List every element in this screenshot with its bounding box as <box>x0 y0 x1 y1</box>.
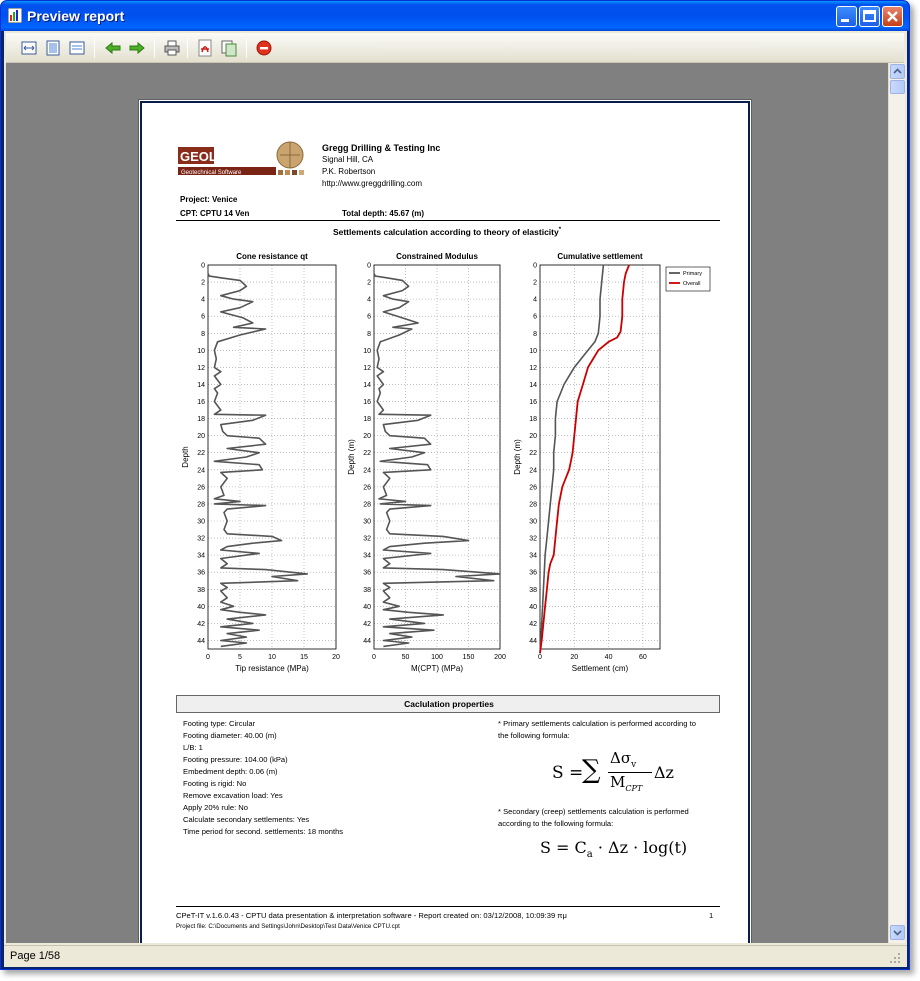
formula-numerator-sub: v <box>631 760 637 770</box>
formula-denominator <box>610 773 642 793</box>
scroll-down-button[interactable] <box>890 925 905 940</box>
report-title-text: Settlements calculation according to theory of elasticity <box>332 227 559 237</box>
x-tick-label: 150 <box>462 654 475 661</box>
y-tick-label: 36 <box>363 569 371 577</box>
chevron-down-icon <box>891 926 904 939</box>
report-title-note-mark: * <box>558 227 562 234</box>
two-pages-icon <box>68 39 86 57</box>
y-tick-label: 14 <box>363 381 371 389</box>
y-tick-label: 14 <box>197 381 205 389</box>
y-tick-label: 24 <box>197 467 205 475</box>
secondary-formula-rest: · Δz · log(t) <box>592 838 688 857</box>
y-tick-label: 40 <box>363 603 371 611</box>
x-tick-label: 200 <box>494 654 506 661</box>
primary-note-2: the following formula: <box>498 731 570 740</box>
y-tick-label: 34 <box>197 552 205 560</box>
y-tick-label: 30 <box>197 518 205 526</box>
maximize-icon <box>860 7 879 26</box>
fit-width-icon <box>20 39 38 57</box>
company-url: http://www.greggdrilling.com <box>322 179 423 188</box>
prop-line: Remove excavation load: Yes <box>183 791 283 800</box>
print-button[interactable] <box>161 37 183 59</box>
y-tick-label: 24 <box>363 467 371 475</box>
app-icon <box>8 8 22 23</box>
y-tick-label: 40 <box>529 603 537 611</box>
one-page-icon <box>44 39 62 57</box>
y-tick-label: 42 <box>197 620 205 628</box>
secondary-formula-sub: a <box>586 849 593 861</box>
y-tick-label: 16 <box>363 399 371 407</box>
x-tick-label: 20 <box>570 654 579 661</box>
y-tick-label: 0 <box>201 262 205 270</box>
y-tick-label: 38 <box>363 586 371 594</box>
company-name: Gregg Drilling & Testing Inc <box>322 143 441 153</box>
minimize-button[interactable] <box>836 6 857 27</box>
y-tick-label: 30 <box>529 518 537 526</box>
primary-formula <box>552 749 712 799</box>
company-contact: P.K. Robertson <box>322 167 376 176</box>
prop-line: Apply 20% rule: No <box>183 803 249 812</box>
y-tick-label: 8 <box>201 330 205 338</box>
y-tick-label: 26 <box>363 484 371 492</box>
series-line-m <box>374 274 500 647</box>
y-tick-label: 22 <box>363 450 371 458</box>
header-divider <box>176 220 720 221</box>
chart-title: Constrained Modulus <box>396 252 478 261</box>
x-tick-label: 0 <box>372 654 376 661</box>
export-pages-button[interactable] <box>218 37 240 59</box>
prop-line: L/B: 1 <box>183 743 203 752</box>
y-tick-label: 44 <box>529 637 537 645</box>
y-tick-label: 36 <box>529 569 537 577</box>
charts-area <box>142 243 752 683</box>
fit-width-button[interactable] <box>18 37 40 59</box>
y-tick-label: 2 <box>201 279 205 287</box>
scroll-thumb[interactable] <box>890 80 905 94</box>
prop-line: Footing is rigid: No <box>183 779 247 788</box>
y-tick-label: 10 <box>197 347 205 355</box>
window-client <box>4 31 907 967</box>
logo-subtitle: Geotechnical Software <box>181 170 242 176</box>
footer-project-file: Project file: C:\Documents and Settings\John\Desktop\Test Data\Venice CPTU.cpt <box>176 923 400 930</box>
x-tick-label: 5 <box>238 654 242 661</box>
y-tick-label: 32 <box>197 535 205 543</box>
y-tick-label: 28 <box>529 501 537 509</box>
x-axis-label: M(CPT) (MPa) <box>411 664 463 673</box>
y-tick-label: 32 <box>363 535 371 543</box>
chevron-up-icon <box>891 65 904 78</box>
formula-tail: Δz <box>654 763 674 782</box>
arrow-left-icon <box>104 39 122 57</box>
export-pdf-button[interactable] <box>194 37 216 59</box>
two-pages-button[interactable] <box>66 37 88 59</box>
x-tick-label: 10 <box>268 654 276 661</box>
x-tick-label: 60 <box>638 654 647 661</box>
x-tick-label: 40 <box>604 654 613 661</box>
formula-numerator <box>610 749 636 770</box>
legend-label: Overall <box>683 281 701 287</box>
footer-text: CPeT-IT v.1.6.0.43 - CPTU data presentation & interpretation software - Report created on: 03/12/2008, 10:09:39 πμ <box>176 911 567 920</box>
formula-numerator-symbol: Δσ <box>610 749 632 767</box>
y-tick-label: 4 <box>533 296 537 304</box>
secondary-note-2: according to the following formula: <box>498 819 614 828</box>
y-tick-label: 42 <box>529 620 537 628</box>
toolbar-separator <box>187 38 188 58</box>
x-tick-label: 0 <box>538 654 542 661</box>
y-tick-label: 34 <box>363 552 371 560</box>
prop-line: Time period for second. settlements: 18 months <box>183 827 344 836</box>
x-tick-label: 20 <box>332 654 340 661</box>
y-tick-label: 2 <box>533 279 537 287</box>
arrow-right-icon <box>128 39 146 57</box>
y-tick-label: 16 <box>529 399 537 407</box>
secondary-formula <box>540 838 687 860</box>
total-depth-label: Total depth: 45.67 (m) <box>342 209 425 218</box>
y-tick-label: 10 <box>529 347 537 355</box>
prop-line: Footing diameter: 40.00 (m) <box>183 731 277 740</box>
y-tick-label: 2 <box>367 279 371 287</box>
y-tick-label: 44 <box>197 637 205 645</box>
y-axis-label: Depth <box>181 446 190 468</box>
y-tick-label: 20 <box>529 433 537 441</box>
y-tick-label: 8 <box>367 330 371 338</box>
y-tick-label: 18 <box>197 416 205 424</box>
y-tick-label: 12 <box>197 364 205 372</box>
y-tick-label: 14 <box>529 381 537 389</box>
logo-text: GEOLOGISMIKI <box>180 149 277 164</box>
toolbar-separator <box>94 38 95 58</box>
secondary-note: * Secondary (creep) settlements calculation is performed <box>498 807 689 816</box>
y-tick-label: 38 <box>197 586 205 594</box>
report-title <box>142 227 752 237</box>
y-tick-label: 42 <box>363 620 371 628</box>
y-tick-label: 20 <box>197 433 205 441</box>
y-tick-label: 4 <box>201 296 205 304</box>
y-tick-label: 6 <box>201 313 205 321</box>
window-title: Preview report <box>27 8 125 24</box>
y-tick-label: 0 <box>367 262 371 270</box>
prop-line: Footing type: Circular <box>183 719 256 728</box>
chart-title: Cone resistance qt <box>236 252 308 261</box>
page-number: 1 <box>709 911 714 920</box>
y-tick-label: 32 <box>529 535 537 543</box>
previous-page-button[interactable] <box>102 37 124 59</box>
formula-denominator-symbol: M <box>610 773 626 791</box>
page-indicator: Page 1/58 <box>10 950 61 962</box>
resize-grip-icon[interactable] <box>889 952 901 964</box>
y-tick-label: 26 <box>197 484 205 492</box>
primary-note: * Primary settlements calculation is performed according to <box>498 719 696 728</box>
one-page-button[interactable] <box>42 37 64 59</box>
footer-divider <box>176 906 720 907</box>
y-tick-label: 30 <box>363 518 371 526</box>
y-tick-label: 6 <box>533 313 537 321</box>
y-tick-label: 40 <box>197 603 205 611</box>
formula-denominator-sub: CPT <box>625 784 643 793</box>
prop-line: Footing pressure: 104.00 (kPa) <box>183 755 288 764</box>
project-label: Project: Venice <box>180 195 238 204</box>
x-axis-label: Tip resistance (MPa) <box>235 664 309 673</box>
y-tick-label: 6 <box>367 313 371 321</box>
minimize-icon <box>837 7 856 26</box>
y-tick-label: 12 <box>529 364 537 372</box>
formula-lhs: S = <box>552 763 584 783</box>
secondary-formula-lhs: S = C <box>540 838 587 857</box>
report-page <box>140 101 750 943</box>
next-page-button[interactable] <box>126 37 148 59</box>
preview-viewport[interactable] <box>6 63 888 943</box>
chart-title: Cumulative settlement <box>557 252 643 261</box>
y-tick-label: 38 <box>529 586 537 594</box>
y-axis-label: Depth (m) <box>347 439 356 475</box>
close-button[interactable] <box>882 6 903 27</box>
pdf-icon <box>196 39 214 57</box>
pages-icon <box>220 39 238 57</box>
toolbar-separator <box>154 38 155 58</box>
x-tick-label: 15 <box>300 654 308 661</box>
y-tick-label: 18 <box>529 416 537 424</box>
status-bar <box>4 945 907 967</box>
printer-icon <box>163 39 181 57</box>
y-tick-label: 34 <box>529 552 537 560</box>
prop-line: Calculate secondary settlements: Yes <box>183 815 310 824</box>
company-logo <box>178 137 308 183</box>
vertical-scrollbar[interactable] <box>888 63 905 943</box>
stop-icon <box>255 39 273 57</box>
y-tick-label: 28 <box>197 501 205 509</box>
x-tick-label: 0 <box>206 654 210 661</box>
cpt-label: CPT: CPTU 14 Ven <box>180 209 250 218</box>
y-tick-label: 22 <box>197 450 205 458</box>
y-tick-label: 12 <box>363 364 371 372</box>
y-tick-label: 22 <box>529 450 537 458</box>
x-tick-label: 50 <box>401 654 410 661</box>
toolbar-separator <box>246 38 247 58</box>
calc-properties-header <box>176 695 720 713</box>
company-address: Signal Hill, CA <box>322 155 374 164</box>
y-tick-label: 16 <box>197 399 205 407</box>
y-tick-label: 18 <box>363 416 371 424</box>
y-tick-label: 24 <box>529 467 537 475</box>
x-axis-label: Settlement (cm) <box>571 664 629 673</box>
toolbar <box>6 33 904 63</box>
prop-line: Embedment depth: 0.06 (m) <box>183 767 278 776</box>
y-tick-label: 0 <box>533 262 537 270</box>
sum-sign: ∑ <box>582 755 601 785</box>
close-icon <box>883 7 902 26</box>
y-tick-label: 28 <box>363 501 371 509</box>
calc-properties-title: Caclulation properties <box>404 699 494 709</box>
y-tick-label: 4 <box>367 296 371 304</box>
x-tick-label: 100 <box>431 654 443 661</box>
y-axis-label: Depth (m) <box>513 439 522 475</box>
series-line-qt <box>208 274 307 647</box>
title-bar[interactable] <box>1 1 909 31</box>
y-tick-label: 8 <box>533 330 537 338</box>
y-tick-label: 10 <box>363 347 371 355</box>
scroll-up-button[interactable] <box>890 64 905 79</box>
y-tick-label: 26 <box>529 484 537 492</box>
legend-label: Primary <box>683 271 702 277</box>
y-tick-label: 36 <box>197 569 205 577</box>
y-tick-label: 20 <box>363 433 371 441</box>
y-tick-label: 44 <box>363 637 371 645</box>
maximize-button[interactable] <box>859 6 880 27</box>
close-preview-button[interactable] <box>253 37 275 59</box>
